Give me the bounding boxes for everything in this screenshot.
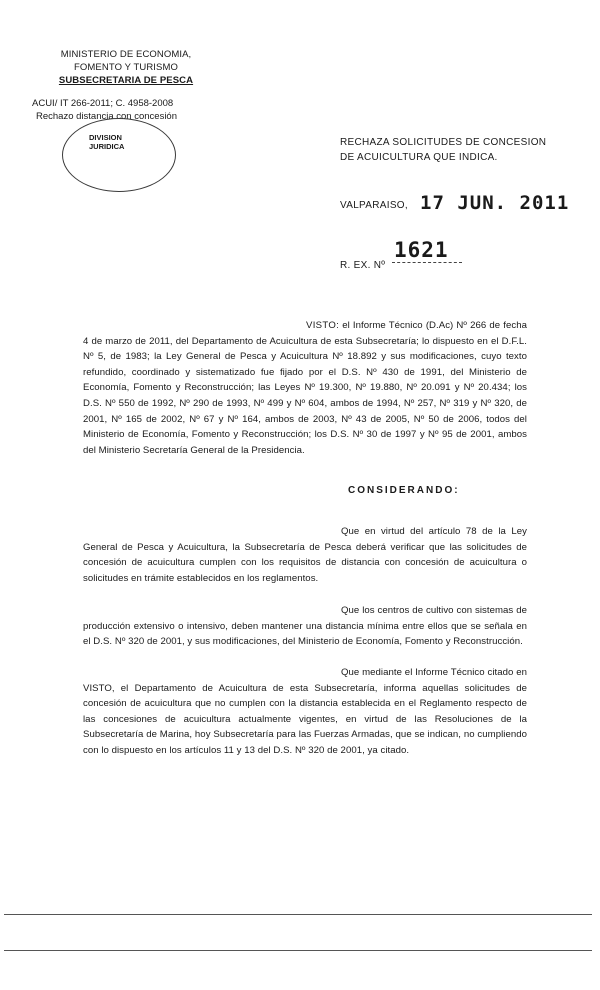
scan-edge-line-1 [4, 914, 592, 915]
letterhead [26, 48, 226, 87]
seal-line-1: DIVISION [89, 133, 122, 142]
considerando-text-3: Que mediante el Informe Técnico citado en VISTO, el Departamento de Acuicultura de esta Subsecretaría, informa aquellas solicitudes de concesión de acuicultura que no cumplen con la distancia establecida en el Reglamento respecto de las concesiones de acuicultura actualmente vigentes, en virtud de las Resoluciones de la Subsecretaría de Marina, hoy Subsecretaría para las Fuerzas Armadas, que se indican, no cumpliendo con lo dispuesto en los artículos 11 y 13 del D.S. Nº 320 de 2001, ya citado. [83, 667, 527, 756]
ministry-line-1: MINISTERIO DE ECONOMIA, [60, 49, 192, 60]
seal-line-2: JURIDICA [89, 142, 125, 151]
considerando-text-2: Que los centros de cultivo con sistemas de producción extensivo o intensivo, deben mantener una distancia mínima entre ellos que se señala en el D.S. Nº 320 de 2001, y sus modificaciones, del Ministerio de Economía, Fomento y Reconstrucción. [83, 605, 527, 648]
ministry-line-2: FOMENTO Y TURISMO [74, 62, 178, 73]
date-stamp: 17 JUN. 2011 [420, 192, 570, 214]
scan-edge-line-2 [4, 950, 592, 951]
resolution-number-underline [392, 262, 462, 263]
seal-text [89, 133, 124, 151]
subsecretaria-title: SUBSECRETARIA DE PESCA [58, 75, 194, 86]
considerando-heading: CONSIDERANDO: [348, 485, 460, 496]
considerando-paragraph-1 [83, 524, 527, 586]
resolution-number: 1621 [394, 238, 449, 262]
division-juridica-seal [62, 118, 176, 192]
file-reason: Rechazo distancia con concesión [36, 111, 178, 122]
file-reference: ACUI/ IT 266-2011; C. 4958-2008 [32, 98, 174, 109]
visto-lead: VISTO: [306, 320, 340, 331]
visto-text: el Informe Técnico (D.Ac) Nº 266 de fecha 4 de marzo de 2011, del Departamento de Acuicultura de esta Subsecretaría; lo dispuesto en el D.F.L. Nº 5, de 1983; la Ley General de Pesca y Acuicultura Nº 18.892 y sus modificaciones, cuyo texto refundido, coordinado y sistematizado fue fijado por el D.S. Nº 430 de 1991, del Ministerio de Economía, Fomento y Reconstrucción; las Leyes Nº 19.300, Nº 19.880, Nº 20.091 y Nº 20.434; los D.S. Nº 550 de 1992, Nº 290 de 1993, Nº 499 y Nº 604, ambos de 1994, Nº 257, Nº 319 y Nº 320, de 2001, Nº 165 de 2002, Nº 67 y Nº 164, ambos de 2003, Nº 43 de 2005, Nº 50 de 2006, todos del Ministerio de Economía, Fomento y Reconstrucción; los D.S. Nº 30 de 1997 y Nº 95 de 2001, ambos del Ministerio Secretaría General de la Presidencia. [83, 320, 527, 456]
considerando-text-1: Que en virtud del artículo 78 de la Ley General de Pesca y Acuicultura, la Subsecretaría de Pesca deberá verificar que las solicitudes de concesión de acuicultura cumplen con los requisitos de distancia con concesión de acuicultura o solicitudes en trámite establecidos en los reglamentos. [83, 526, 527, 584]
considerando-paragraph-3 [83, 665, 527, 759]
considerando-paragraph-2 [83, 603, 527, 650]
visto-paragraph [83, 318, 527, 458]
rex-label: R. EX. Nº [340, 260, 386, 271]
document-subject: RECHAZA SOLICITUDES DE CONCESION DE ACUICULTURA QUE INDICA. [340, 137, 547, 163]
place-label: VALPARAISO, [340, 200, 408, 211]
